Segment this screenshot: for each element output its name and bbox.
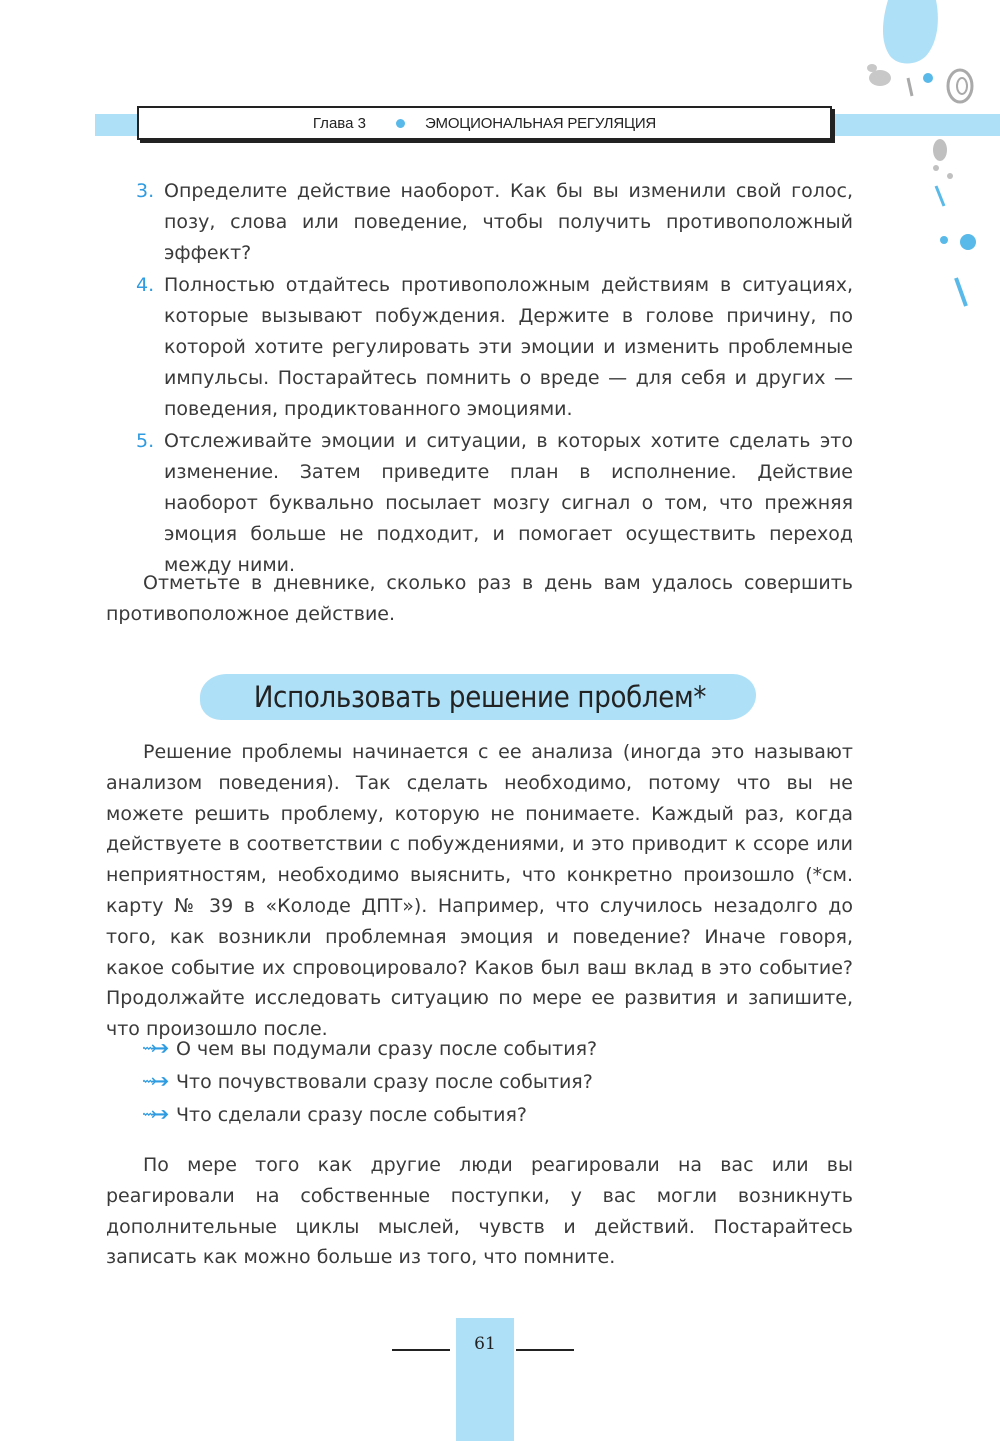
squiggle-arrow-icon: ⇝➔	[142, 1071, 167, 1092]
chapter-title: ЭМОЦИОНАЛЬНАЯ РЕГУЛЯЦИЯ	[424, 114, 657, 132]
running-header	[137, 106, 832, 140]
list-item	[142, 1032, 842, 1065]
bullet-text: Что сделали сразу после события?	[176, 1103, 527, 1126]
page-number-rule-right	[516, 1349, 574, 1351]
list-item	[142, 1065, 842, 1098]
step-number: 5.	[136, 430, 155, 453]
list-item	[136, 270, 853, 424]
chapter-label: Глава 3	[312, 114, 366, 132]
bullet-text: О чем вы подумали сразу после события?	[176, 1037, 598, 1060]
paint-splash-decoration	[860, 0, 1000, 320]
paragraph-problem-solving: Решение проблемы начинается с ее анализа (иногда это называют анализом поведения). Так сделать необходимо, потому что вы не можете решить проблему, которую не понимаете. Каждый раз, когда действуете в соответствии с побуждениями, и это приводит к ссоре или неприятностям, необходимо выяснить, что конкретно произошло (*см. карту № 39 в «Колоде ДПТ»). Например, что случилось незадолго до того, как возникли проблемная эмоция и поведение? Иначе говоря, какое событие их спровоцировало? Каков был ваш вклад в это событие? Продолжайте исследовать ситуацию по мере ее развития и запишите, что произошло после.	[106, 741, 853, 1041]
list-item	[136, 426, 853, 580]
numbered-steps	[136, 176, 853, 582]
step-number: 4.	[136, 274, 155, 297]
step-text: Полностью отдайтесь противоположным действиям в ситуациях, которые вызывают побуждения. Держите в голове причину, по которой хотите регулировать эти эмоции и изменить проблемные импульсы. Постарайтесь помнить о вреде — для себя и других — поведения, продиктованного эмоциями.	[164, 274, 853, 420]
bullet-dot-icon	[396, 119, 405, 128]
bullet-list	[142, 1032, 842, 1131]
list-item	[136, 176, 853, 268]
step-text: Определите действие наоборот. Как бы вы изменили свой голос, позу, слова или поведение, чтобы получить противоположный эффект?	[164, 180, 853, 264]
bullet-text: Что почувствовали сразу после события?	[176, 1070, 593, 1093]
step-number: 3.	[136, 180, 155, 202]
paragraph-cycles: По мере того как другие люди реагировали на вас или вы реагировали на собственные поступки, у вас могли возникнуть дополнительные циклы мыслей, чувств и действий. Постарайтесь записать как можно больше из того, что помните.	[106, 1154, 853, 1269]
header-band-right	[820, 114, 1000, 136]
list-item	[142, 1098, 842, 1131]
section-heading: Использовать решение проблем*	[253, 680, 707, 714]
section-heading-block	[200, 668, 760, 728]
page-number-rule-left	[392, 1349, 450, 1351]
squiggle-arrow-icon: ⇝➔	[142, 1104, 167, 1125]
squiggle-arrow-icon: ⇝➔	[142, 1038, 167, 1059]
step-text: Отслеживайте эмоции и ситуации, в которых хотите сделать это изменение. Затем приведите план в исполнение. Действие наоборот буквально посылает мозгу сигнал о том, что прежняя эмоция больше не подходит, и помогает осуществить переход между ними.	[164, 430, 853, 576]
page-number: 61	[474, 1334, 496, 1354]
paragraph-diary: Отметьте в дневнике, сколько раз в день вам удалось совершить противоположное действие.	[106, 572, 853, 625]
